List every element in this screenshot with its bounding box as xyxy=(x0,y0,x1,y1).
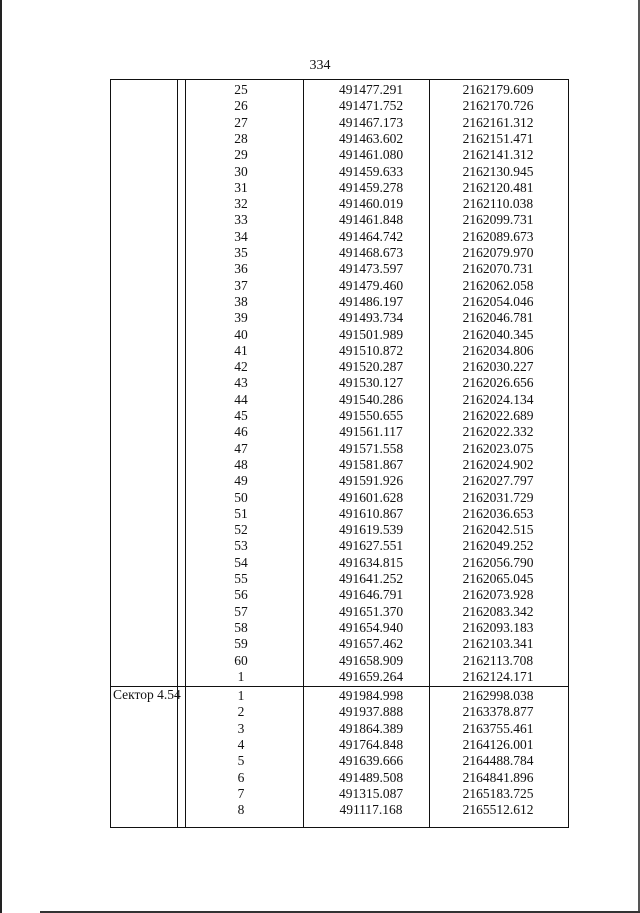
x-coordinate-cell: 491520.287 xyxy=(338,359,404,375)
y-coordinate-cell: 2162093.183 xyxy=(462,619,534,635)
x-coordinate-cell: 491627.551 xyxy=(338,538,404,554)
point-number-cell: 3 xyxy=(237,720,245,736)
x-coordinate-cell: 491477.291 xyxy=(338,82,404,97)
point-number-cell: 31 xyxy=(234,179,248,195)
page-number: 334 xyxy=(309,58,331,73)
x-coordinate-cell: 491117.168 xyxy=(339,802,403,818)
table-row xyxy=(111,753,568,769)
x-coordinate-cell: 491659.264 xyxy=(338,668,404,684)
y-coordinate-cell: 2162141.312 xyxy=(462,147,534,163)
point-number-cell: 27 xyxy=(234,114,248,130)
table-row xyxy=(111,82,568,98)
x-coordinate-cell: 491654.940 xyxy=(338,619,404,635)
x-coordinate-cell: 491651.370 xyxy=(338,603,404,619)
y-coordinate-cell: 2162130.945 xyxy=(462,163,534,179)
y-coordinate-cell: 2162026.656 xyxy=(462,375,534,391)
x-coordinate-cell: 491591.926 xyxy=(338,473,404,489)
y-coordinate-cell: 2162046.781 xyxy=(462,310,534,326)
point-number-cell: 60 xyxy=(234,652,248,668)
x-coordinate-cell: 491581.867 xyxy=(338,456,404,472)
table-row xyxy=(111,359,568,375)
point-number-cell: 41 xyxy=(234,342,248,358)
point-number-cell: 5 xyxy=(237,753,245,769)
y-coordinate-cell: 2162031.729 xyxy=(462,489,534,505)
x-coordinate-cell: 491489.508 xyxy=(338,769,404,785)
table-row xyxy=(111,424,568,440)
point-number-cell: 26 xyxy=(234,98,248,114)
y-coordinate-cell: 2165183.725 xyxy=(462,785,534,801)
point-number-cell: 29 xyxy=(234,147,248,163)
y-coordinate-cell: 2162073.928 xyxy=(462,587,534,603)
x-coordinate-cell: 491530.127 xyxy=(338,375,404,391)
x-coordinate-cell: 491459.633 xyxy=(338,163,404,179)
y-coordinate-cell: 2162023.075 xyxy=(462,440,534,456)
y-coordinate-cell: 2162034.806 xyxy=(462,342,534,358)
point-number-cell: 43 xyxy=(234,375,248,391)
x-coordinate-cell: 491658.909 xyxy=(338,652,404,668)
table-row xyxy=(111,294,568,310)
point-number-cell: 35 xyxy=(234,245,248,260)
y-coordinate-cell: 2162070.731 xyxy=(462,261,534,277)
table-row xyxy=(111,555,568,571)
point-number-cell: 58 xyxy=(234,619,248,635)
point-number-cell: 37 xyxy=(234,277,248,293)
table-row xyxy=(111,490,568,506)
y-coordinate-cell: 2162054.046 xyxy=(462,293,534,309)
point-number-cell: 51 xyxy=(234,505,248,521)
x-coordinate-cell: 491571.558 xyxy=(338,440,404,456)
point-number-cell: 4 xyxy=(237,737,245,752)
point-number-cell: 2 xyxy=(237,704,245,720)
y-coordinate-cell: 2162065.045 xyxy=(462,571,534,586)
y-coordinate-cell: 2162170.726 xyxy=(462,98,534,114)
scan-border-left xyxy=(0,0,2,913)
point-number-cell: 44 xyxy=(234,391,248,407)
table-row xyxy=(111,245,568,261)
y-coordinate-cell: 2164488.784 xyxy=(462,753,534,769)
point-number-cell: 34 xyxy=(234,228,248,244)
y-coordinate-cell: 2162103.341 xyxy=(462,636,534,652)
sector-label: Сектор 4.54 xyxy=(113,687,181,703)
y-coordinate-cell: 2162042.515 xyxy=(462,522,534,538)
x-coordinate-cell: 491464.742 xyxy=(338,228,404,244)
point-number-cell: 7 xyxy=(237,785,245,801)
table-row xyxy=(111,408,568,424)
x-coordinate-cell: 491501.989 xyxy=(338,326,404,342)
x-coordinate-cell: 491461.080 xyxy=(338,147,404,163)
point-number-cell: 38 xyxy=(234,293,248,309)
table-row xyxy=(111,343,568,359)
point-number-cell: 1 xyxy=(237,668,245,684)
y-coordinate-cell: 2165512.612 xyxy=(462,802,534,818)
y-coordinate-cell: 2162024.902 xyxy=(462,456,534,472)
y-coordinate-cell: 2162998.038 xyxy=(462,688,534,704)
x-coordinate-cell: 491550.655 xyxy=(338,408,404,423)
y-coordinate-cell: 2162113.708 xyxy=(462,652,534,668)
coordinates-table xyxy=(110,79,569,828)
y-coordinate-cell: 2162027.797 xyxy=(462,473,534,489)
x-coordinate-cell: 491646.791 xyxy=(338,587,404,603)
x-coordinate-cell: 491561.117 xyxy=(339,424,403,440)
point-number-cell: 48 xyxy=(234,456,248,472)
y-coordinate-cell: 2164841.896 xyxy=(462,769,534,785)
point-number-cell: 1 xyxy=(237,688,245,704)
table-row xyxy=(111,802,568,818)
point-number-cell: 59 xyxy=(234,636,248,652)
point-number-cell: 52 xyxy=(234,522,248,538)
y-coordinate-cell: 2162036.653 xyxy=(462,505,534,521)
point-number-cell: 45 xyxy=(234,408,248,423)
x-coordinate-cell: 491510.872 xyxy=(338,342,404,358)
point-number-cell: 47 xyxy=(234,440,248,456)
point-number-cell: 56 xyxy=(234,587,248,603)
y-coordinate-cell: 2162110.038 xyxy=(462,196,534,212)
table-row xyxy=(111,620,568,636)
table-row xyxy=(111,261,568,277)
x-coordinate-cell: 491461.848 xyxy=(338,212,404,228)
x-coordinate-cell: 491493.734 xyxy=(338,310,404,326)
x-coordinate-cell: 491459.278 xyxy=(338,179,404,195)
x-coordinate-cell: 491634.815 xyxy=(338,554,404,570)
y-coordinate-cell: 2162124.171 xyxy=(462,668,534,684)
table-row xyxy=(111,737,568,753)
x-coordinate-cell: 491601.628 xyxy=(338,489,404,505)
x-coordinate-cell: 491467.173 xyxy=(338,114,404,130)
table-row xyxy=(111,770,568,786)
y-coordinate-cell: 2162161.312 xyxy=(462,114,534,130)
table-row xyxy=(111,473,568,489)
point-number-cell: 50 xyxy=(234,489,248,505)
y-coordinate-cell: 2162056.790 xyxy=(462,554,534,570)
point-number-cell: 57 xyxy=(234,603,248,619)
table-row xyxy=(111,98,568,114)
point-number-cell: 32 xyxy=(234,196,248,212)
table-row xyxy=(111,704,568,720)
table-row xyxy=(111,196,568,212)
table-row xyxy=(111,375,568,391)
table-row xyxy=(111,522,568,538)
table-row xyxy=(111,212,568,228)
x-coordinate-cell: 491657.462 xyxy=(338,636,404,652)
table-row xyxy=(111,392,568,408)
y-coordinate-cell: 2162040.345 xyxy=(462,326,534,342)
table-row xyxy=(111,538,568,554)
point-number-cell: 6 xyxy=(237,769,245,785)
x-coordinate-cell: 491468.673 xyxy=(338,245,404,260)
point-number-cell: 25 xyxy=(234,82,248,97)
x-coordinate-cell: 491639.666 xyxy=(338,753,404,769)
y-coordinate-cell: 2162151.471 xyxy=(462,130,534,146)
table-row xyxy=(111,669,568,685)
y-coordinate-cell: 2162022.689 xyxy=(462,408,534,423)
table-row xyxy=(111,786,568,802)
point-number-cell: 49 xyxy=(234,473,248,489)
x-coordinate-cell: 491315.087 xyxy=(338,785,404,801)
point-number-cell: 28 xyxy=(234,130,248,146)
point-number-cell: 55 xyxy=(234,571,248,586)
table-row xyxy=(111,147,568,163)
point-number-cell: 46 xyxy=(234,424,248,440)
table-row xyxy=(111,571,568,587)
x-coordinate-cell: 491610.867 xyxy=(338,505,404,521)
point-number-cell: 39 xyxy=(234,310,248,326)
x-coordinate-cell: 491641.252 xyxy=(338,571,404,586)
point-number-cell: 42 xyxy=(234,359,248,375)
x-coordinate-cell: 491460.019 xyxy=(338,196,404,212)
table-row xyxy=(111,229,568,245)
y-coordinate-cell: 2162089.673 xyxy=(462,228,534,244)
y-coordinate-cell: 2162062.058 xyxy=(462,277,534,293)
x-coordinate-cell: 491486.197 xyxy=(338,293,404,309)
point-number-cell: 8 xyxy=(237,802,245,818)
table-row xyxy=(111,115,568,131)
x-coordinate-cell: 491984.998 xyxy=(338,688,404,704)
point-number-cell: 54 xyxy=(234,554,248,570)
table-row xyxy=(111,587,568,603)
table-row xyxy=(111,506,568,522)
y-coordinate-cell: 2162120.481 xyxy=(462,179,534,195)
y-coordinate-cell: 2162179.609 xyxy=(462,82,534,97)
table-row xyxy=(111,164,568,180)
table-row xyxy=(111,636,568,652)
table-row xyxy=(111,653,568,669)
table-row xyxy=(111,180,568,196)
table-row xyxy=(111,441,568,457)
table-row xyxy=(111,327,568,343)
table-row xyxy=(111,721,568,737)
x-coordinate-cell: 491471.752 xyxy=(338,98,404,114)
point-number-cell: 36 xyxy=(234,261,248,277)
x-coordinate-cell: 491764.848 xyxy=(338,737,404,752)
table-row xyxy=(111,457,568,473)
y-coordinate-cell: 2162022.332 xyxy=(462,424,534,440)
y-coordinate-cell: 2162049.252 xyxy=(462,538,534,554)
table-row xyxy=(111,688,568,704)
x-coordinate-cell: 491619.539 xyxy=(338,522,404,538)
y-coordinate-cell: 2163755.461 xyxy=(462,720,534,736)
x-coordinate-cell: 491463.602 xyxy=(338,130,404,146)
y-coordinate-cell: 2162024.134 xyxy=(462,391,534,407)
x-coordinate-cell: 491937.888 xyxy=(338,704,404,720)
point-number-cell: 40 xyxy=(234,326,248,342)
y-coordinate-cell: 2163378.877 xyxy=(462,704,534,720)
point-number-cell: 33 xyxy=(234,212,248,228)
table-row xyxy=(111,131,568,147)
x-coordinate-cell: 491540.286 xyxy=(338,391,404,407)
x-coordinate-cell: 491864.389 xyxy=(338,720,404,736)
table-row xyxy=(111,604,568,620)
y-coordinate-cell: 2162030.227 xyxy=(462,359,534,375)
y-coordinate-cell: 2162099.731 xyxy=(462,212,534,228)
point-number-cell: 30 xyxy=(234,163,248,179)
table-row xyxy=(111,278,568,294)
y-coordinate-cell: 2164126.001 xyxy=(462,737,534,752)
table-row xyxy=(111,310,568,326)
point-number-cell: 53 xyxy=(234,538,248,554)
x-coordinate-cell: 491473.597 xyxy=(338,261,404,277)
x-coordinate-cell: 491479.460 xyxy=(338,277,404,293)
y-coordinate-cell: 2162079.970 xyxy=(462,245,534,260)
y-coordinate-cell: 2162083.342 xyxy=(462,603,534,619)
